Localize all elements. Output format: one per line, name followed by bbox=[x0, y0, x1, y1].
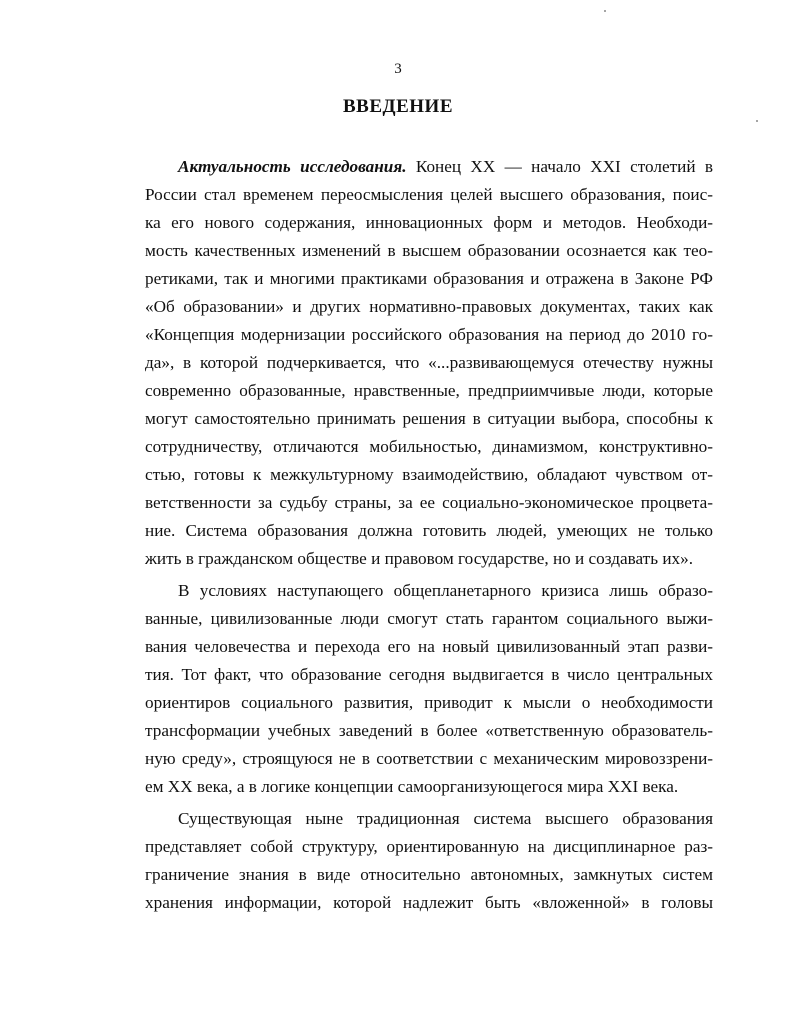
text-line: ка его нового содержания, инновационных форм и методов. Необходи- bbox=[145, 213, 713, 232]
text-line: России стал временем переосмысления целей высшего образования, поис- bbox=[145, 185, 713, 204]
text-line: могут самостоятельно принимать решения в ситуации выбора, способны к bbox=[145, 409, 713, 428]
text-line: да», в которой подчеркивается, что «...развивающемуся отечеству нужны bbox=[145, 353, 713, 372]
scan-speck bbox=[604, 10, 606, 12]
text-line: хранения информации, которой надлежит быть «вложенной» в головы bbox=[145, 893, 713, 912]
text-line: граничение знания в виде относительно автономных, замкнутых систем bbox=[145, 865, 713, 884]
page-number: 3 bbox=[394, 61, 402, 77]
scan-speck bbox=[756, 120, 758, 122]
text-line: трансформации учебных заведений в более «ответственную образователь- bbox=[145, 721, 713, 740]
text-line: современно образованные, нравственные, предприимчивые люди, которые bbox=[145, 381, 713, 400]
text-line: ную среду», строящуюся не в соответствии с механическим мировоззрени- bbox=[145, 749, 713, 768]
text-line: В условиях наступающего общепланетарного кризиса лишь образо- bbox=[178, 581, 713, 600]
text-line: ние. Система образования должна готовить людей, умеющих не только bbox=[145, 521, 713, 540]
text-line: «Об образовании» и других нормативно-правовых документах, таких как bbox=[145, 297, 713, 316]
text-line: ориентиров социального развития, приводит к мысли о необходимости bbox=[145, 693, 713, 712]
text-line: сотрудничеству, отличаются мобильностью, динамизмом, конструктивно- bbox=[145, 437, 713, 456]
text-line-content: Конец XX — начало XXI столетий в bbox=[406, 157, 714, 176]
text-line: тия. Тот факт, что образование сегодня выдвигается в число центральных bbox=[145, 665, 713, 684]
text-line: ем XX века, а в логике концепции самоорганизующегося мира XXI века. bbox=[145, 777, 679, 796]
text-line: вания человечества и перехода его на новый цивилизованный этап разви- bbox=[145, 637, 713, 656]
text-line: ванные, цивилизованные люди смогут стать гарантом социального выжи- bbox=[145, 609, 713, 628]
text-line: мость качественных изменений в высшем образовании осознается как тео- bbox=[145, 241, 713, 260]
paragraph-lead: Актуальность исследования. bbox=[178, 157, 407, 176]
text-line: стью, готовы к межкультурному взаимодействию, обладают чувством от- bbox=[145, 465, 713, 484]
text-line: ветственности за судьбу страны, за ее социально-экономическое процвета- bbox=[145, 493, 713, 512]
text-line bbox=[178, 154, 713, 180]
text-line: ретиками, так и многими практиками образования и отражена в Законе РФ bbox=[145, 269, 713, 288]
text-line: жить в гражданском обществе и правовом государстве, но и создавать их». bbox=[145, 549, 694, 568]
text-line: «Концепция модернизации российского образования на период до 2010 го- bbox=[145, 325, 713, 344]
text-line: представляет собой структуру, ориентированную на дисциплинарное раз- bbox=[145, 837, 713, 856]
section-heading: ВВЕДЕНИЕ bbox=[343, 96, 453, 117]
text-line: Существующая ныне традиционная система высшего образования bbox=[178, 809, 713, 828]
